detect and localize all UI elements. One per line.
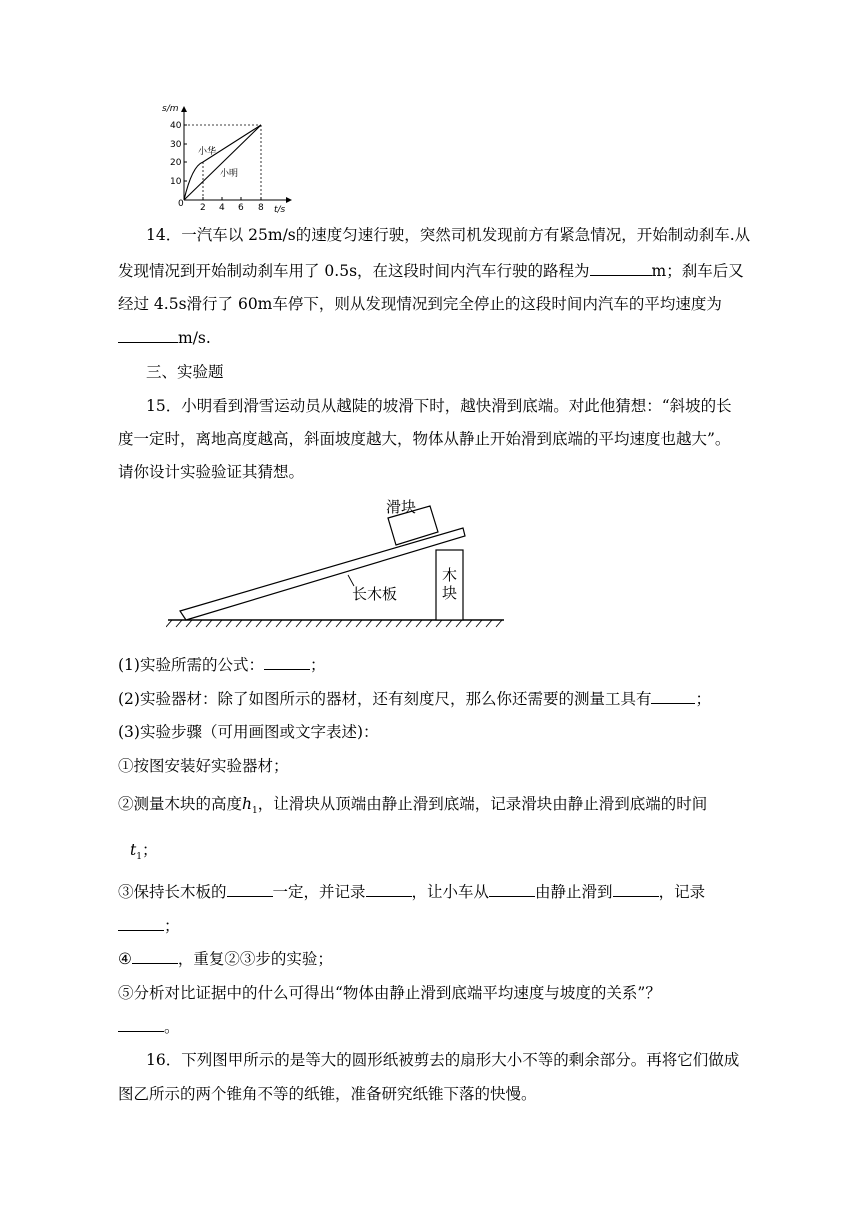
q15-p1-text: (1)实验所需的公式： xyxy=(118,656,264,674)
q15-step-4-b: ，重复②③步的实验； xyxy=(177,950,333,968)
q15-step-5-end: 。 xyxy=(164,1018,180,1036)
q15-p1-end: ； xyxy=(309,656,326,674)
q15-blank-5[interactable] xyxy=(118,1017,164,1032)
var-h-sub: 1 xyxy=(252,806,258,817)
s-t-graph xyxy=(158,100,298,218)
q14-line-2-end: m；刹车后又 xyxy=(651,262,744,280)
var-t: t xyxy=(130,841,137,859)
var-t-sub: 1 xyxy=(136,852,142,863)
q15-p2 xyxy=(118,689,711,709)
q16-line-2: 图乙所示的两个锥角不等的纸锥，准备研究纸锥下落的快慢。 xyxy=(118,1085,537,1103)
y-tick: 20 xyxy=(170,158,182,168)
q15-blank-3e[interactable] xyxy=(118,916,164,931)
x-tick: 2 xyxy=(200,203,206,213)
q15-step-3-e: ，记录 xyxy=(658,883,706,901)
q14-line-2-text: 发现情况到开始制动刹车用了 0.5s，在这段时间内汽车行驶的路程为 xyxy=(118,262,590,280)
x-tick: 4 xyxy=(219,203,225,213)
q15-step-1: ①按图安装好实验器材； xyxy=(118,757,289,775)
q15-blank-3a[interactable] xyxy=(227,882,273,897)
q15-step-3-a: ③保持长木板的 xyxy=(118,883,227,901)
y-axis-label: s/m xyxy=(162,104,179,114)
q15-step-2-text: ②测量木块的高度 xyxy=(118,795,243,813)
q15-p2-text: (2)实验器材：除了如图所示的器材，还有刻度尺，那么你还需要的测量工具有 xyxy=(118,690,652,708)
q15-step-4 xyxy=(118,949,333,969)
slider-label: 滑块 xyxy=(386,498,417,516)
q15-blank-4[interactable] xyxy=(132,949,178,964)
q15-p2-end: ； xyxy=(695,690,711,708)
q16-line-1: 16．下列图甲所示的是等大的圆形纸被剪去的扇形大小不等的剩余部分。再将它们做成 xyxy=(146,1051,740,1069)
q15-line-1: 15．小明看到滑雪运动员从越陡的坡滑下时，越快滑到底端。对此他猜想：“斜坡的长 xyxy=(146,397,732,415)
q15-step-2-end: ； xyxy=(141,841,158,859)
q15-p3: (3)实验步骤（可用画图或文字表述)： xyxy=(118,723,379,741)
block-label-1: 木 xyxy=(442,566,458,584)
q15-blank-3c[interactable] xyxy=(489,882,535,897)
q15-step-3-f: ； xyxy=(164,917,180,935)
y-tick: 30 xyxy=(170,140,182,150)
origin-label: 0 xyxy=(178,199,184,209)
board-label: 长木板 xyxy=(352,585,398,603)
q15-step-2-rest: ，让滑块从顶端由静止滑到底端，记录滑块由静止滑到底端的时间 xyxy=(257,795,708,813)
q14-line-4 xyxy=(118,328,211,348)
y-tick: 10 xyxy=(170,177,182,187)
q15-step-5-cont xyxy=(118,1017,180,1037)
q15-line-3: 请你设计实验验证其猜想。 xyxy=(118,463,305,481)
var-h: h xyxy=(242,795,252,813)
q14-blank-2[interactable] xyxy=(118,328,178,343)
x-tick: 6 xyxy=(238,203,244,213)
q15-step-2-cont xyxy=(130,840,157,867)
q15-step-3 xyxy=(118,882,705,902)
q15-step-3-c: ，让小车从 xyxy=(411,883,490,901)
q14-line-2 xyxy=(118,261,744,281)
section-heading: 三、实验题 xyxy=(146,363,224,381)
curve-label-xiaohua: 小华 xyxy=(198,147,217,157)
y-tick: 40 xyxy=(170,121,182,131)
q15-blank-3d[interactable] xyxy=(613,882,659,897)
q15-blank-3b[interactable] xyxy=(366,882,412,897)
q15-step-3-cont xyxy=(118,916,180,936)
xiaoming-curve xyxy=(184,125,261,200)
q15-blank-tool[interactable] xyxy=(651,689,695,704)
q15-step-5: ⑤分析对比证据中的什么可得出“物体由静止滑到底端平均速度与坡度的关系”？ xyxy=(118,984,661,1002)
long-board xyxy=(180,528,465,620)
q14-line-3: 经过 4.5s滑行了 60m车停下，则从发现情况到完全停止的这段时间内汽车的平均速度为 xyxy=(118,295,722,313)
q14-line-4-end: m/s. xyxy=(178,329,211,347)
q14-line-1: 14．一汽车以 25m/s的速度匀速行驶，突然司机发现前方有紧急情况，开始制动刹车.从 xyxy=(146,226,751,244)
q15-step-4-a: ④ xyxy=(118,950,132,968)
q15-step-2 xyxy=(118,794,707,821)
block-label-2: 块 xyxy=(442,584,458,602)
q15-line-2: 度一定时，离地高度越高，斜面坡度越大，物体从静止开始滑到底端的平均速度也越大”。 xyxy=(118,430,731,448)
q15-p1 xyxy=(118,655,325,675)
x-tick: 8 xyxy=(258,203,264,213)
curve-label-xiaoming: 小明 xyxy=(220,169,239,179)
q15-step-3-b: 一定，并记录 xyxy=(272,883,366,901)
x-axis-label: t/s xyxy=(274,205,286,215)
q15-step-3-d: 由静止滑到 xyxy=(535,883,613,901)
incline-figure xyxy=(166,494,510,632)
q15-blank-formula[interactable] xyxy=(264,655,310,670)
q14-blank-1[interactable] xyxy=(590,261,652,276)
